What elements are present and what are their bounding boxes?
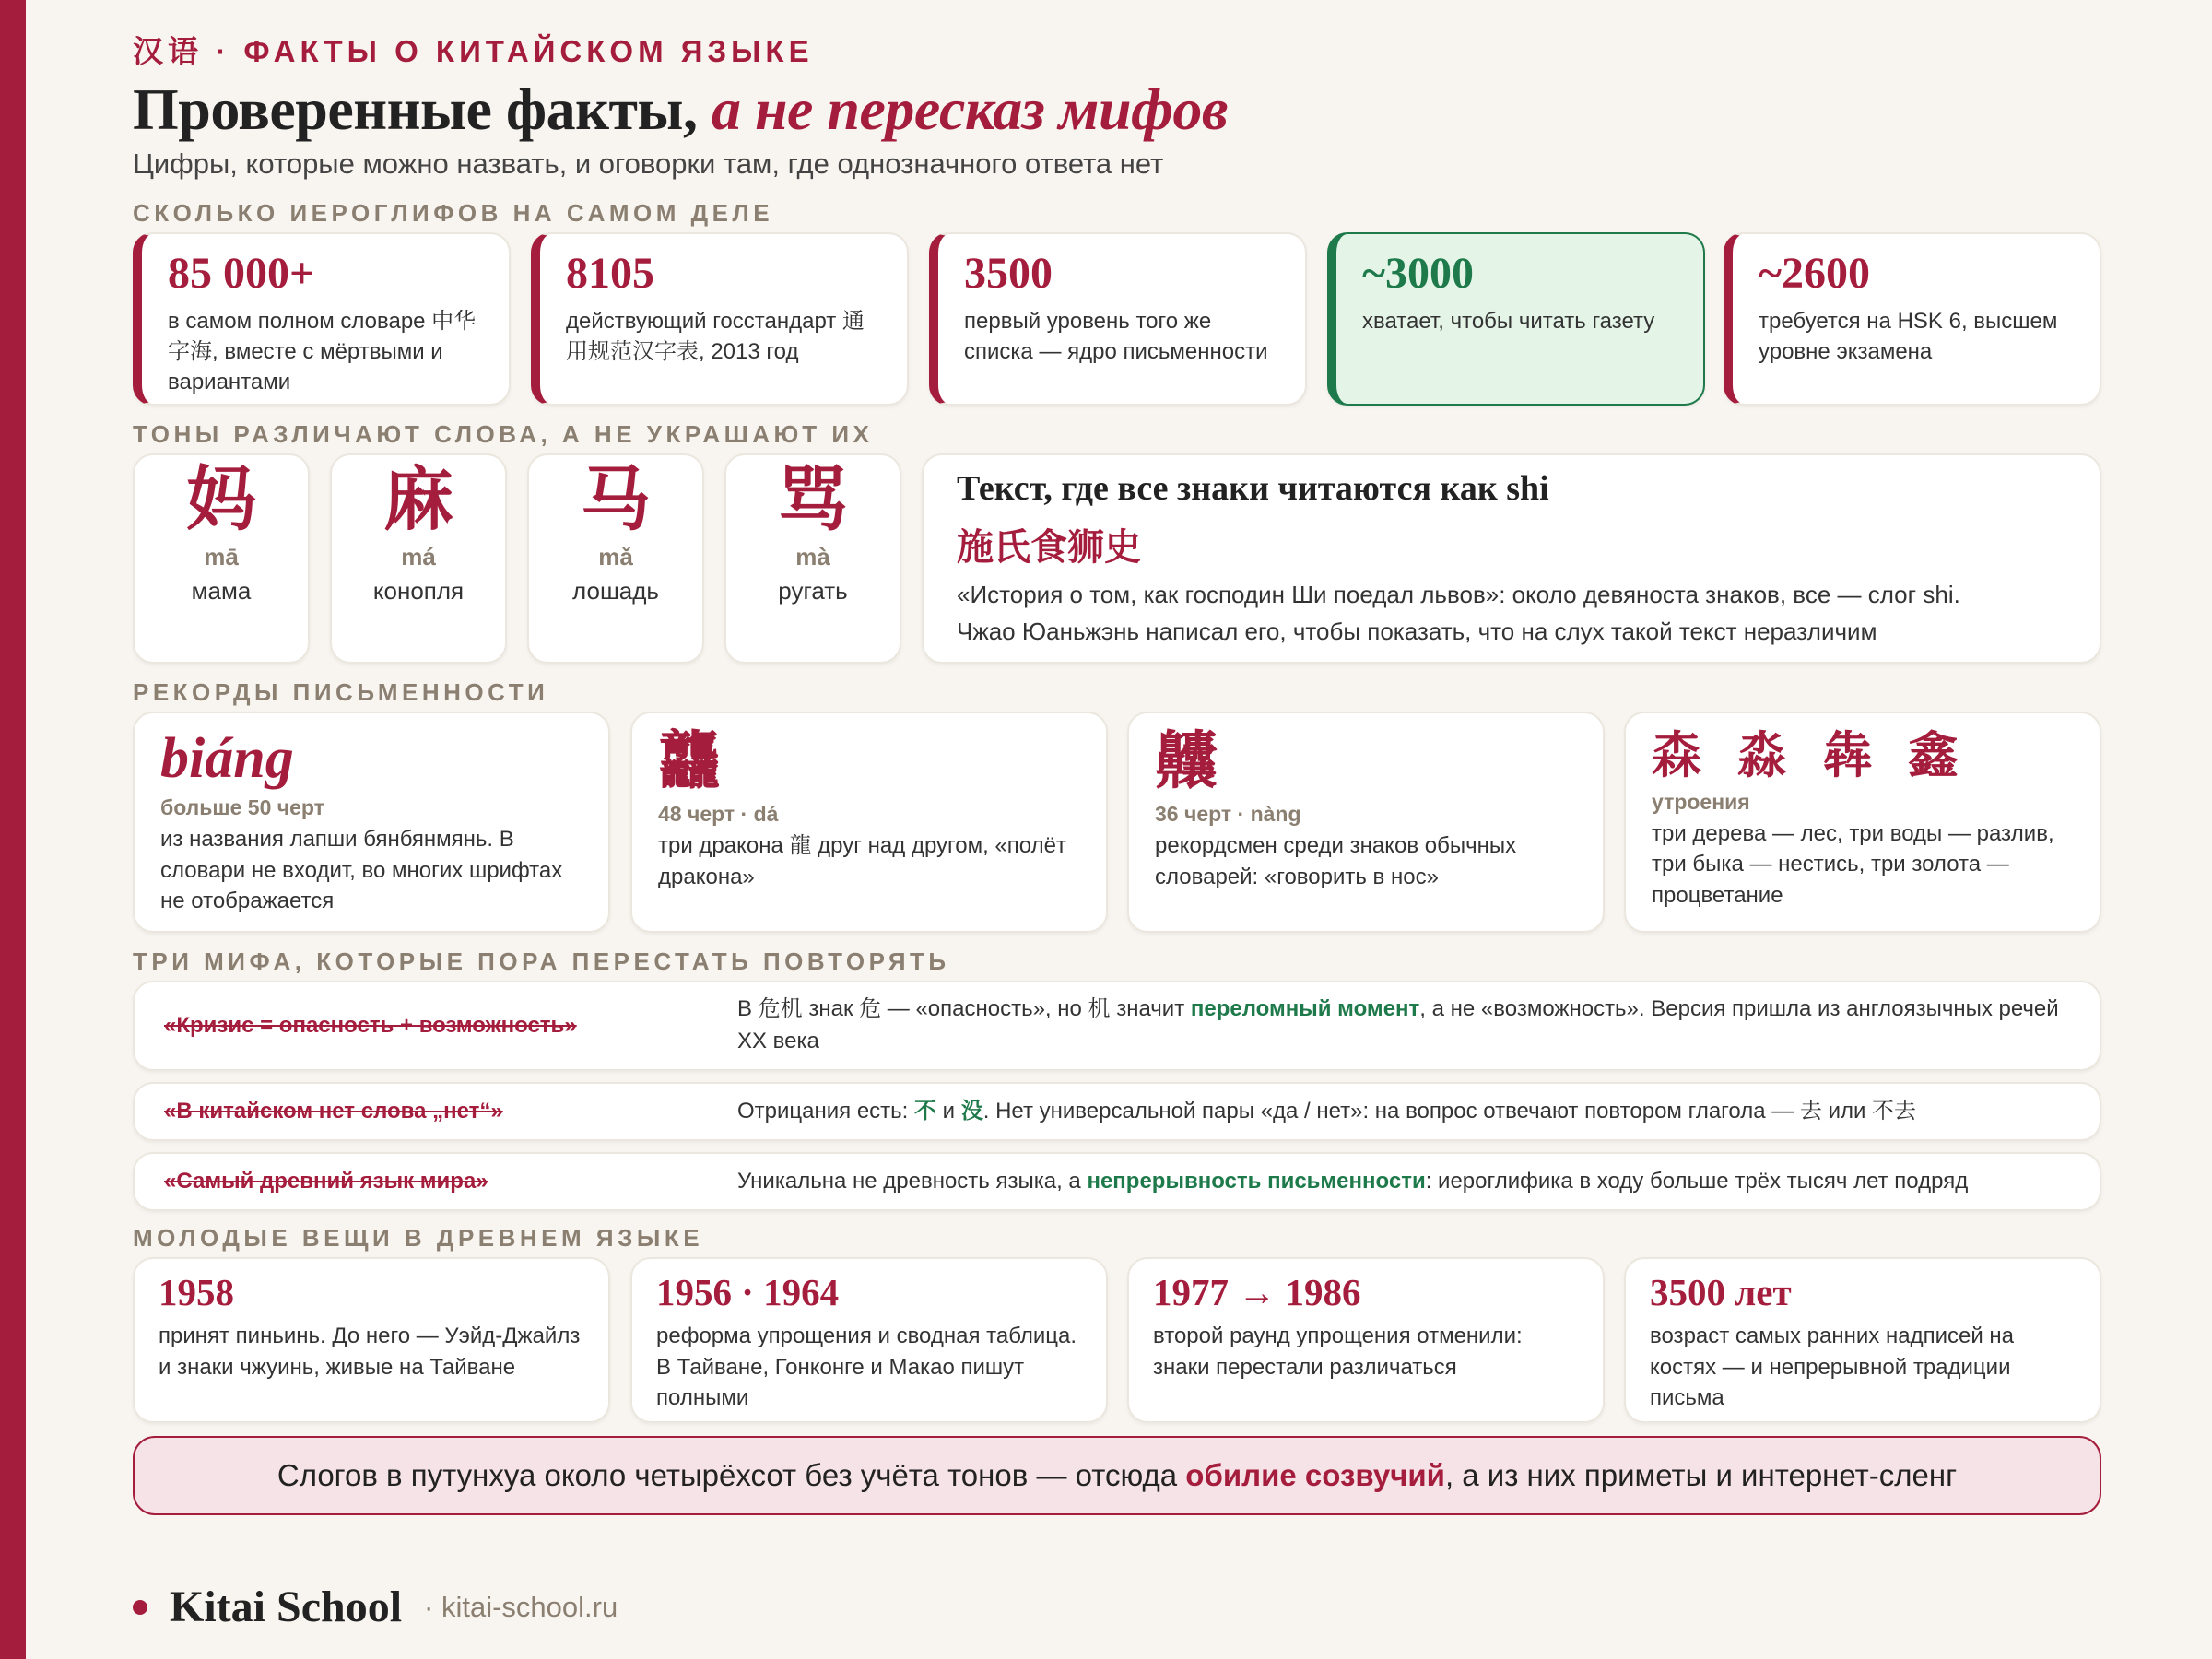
record-card: [1127, 712, 1605, 933]
section-heading-myths: ТРИ МИФА, КОТОРЫЕ ПОРА ПЕРЕСТАТЬ ПОВТОРЯТЬ: [133, 947, 950, 975]
tone-character: 骂: [778, 458, 848, 540]
stat-number: ~2600: [1759, 249, 1870, 298]
tone-pinyin: mà: [795, 543, 830, 571]
tone-card: [527, 453, 704, 664]
stat-number: ~3000: [1362, 249, 1474, 298]
page-title: [133, 76, 1228, 144]
shi-heading: Текст, где все знаки читаются как shi: [957, 469, 1549, 508]
section-heading-count: СКОЛЬКО ИЕРОГЛИФОВ НА САМОМ ДЕЛЕ: [133, 199, 774, 227]
tone-pinyin: mǎ: [598, 543, 633, 571]
tone-card: [330, 453, 507, 664]
year-value: 1977 → 1986: [1153, 1271, 1361, 1313]
section-heading-young: МОЛОДЫЕ ВЕЩИ В ДРЕВНЕМ ЯЗЫКЕ: [133, 1224, 704, 1252]
banner-highlight: обилие созвучий: [1185, 1458, 1445, 1492]
myth-row: [133, 981, 2101, 1071]
stat-description: действующий госстандарт 通用规范汉字表, 2013 год: [566, 308, 865, 364]
year-value: 3500 лет: [1650, 1271, 1792, 1313]
tone-card: [133, 453, 310, 664]
title-main: Проверенные факты,: [133, 76, 712, 142]
myth-rebuttal: Уникальна не древность языка, а непрерывность письменности: иероглифика в ходу больше трёх тысяч лет подряд: [737, 1168, 1969, 1194]
myth-rebuttal: Отрицания есть: 不 и 没. Нет универсальной пары «да / нет»: на вопрос отвечают повтором глагола — 去 или 不去: [737, 1098, 1917, 1124]
record-glyph-da: 龘: [658, 725, 722, 798]
myth-highlight: переломный момент: [1190, 996, 1420, 1022]
year-description: принят пиньинь. До него — Уэйд-Джайлз и знаки чжуинь, живые на Тайване: [159, 1324, 581, 1380]
shi-line-1: «История о том, как господин Ши поедал львов»: около девяноста знаков, все — слог shi.: [957, 581, 1960, 608]
tone-pinyin: mā: [204, 543, 239, 571]
stat-number: 3500: [964, 249, 1053, 298]
record-card: [133, 712, 610, 933]
kicker: 汉语 · ФАКТЫ О КИТАЙСКОМ ЯЗЫКЕ: [133, 34, 814, 68]
record-description: три дракона 龍 друг над другом, «полёт дракона»: [658, 833, 1066, 889]
year-card: [1127, 1257, 1605, 1423]
subtitle: Цифры, которые можно назвать, и оговорки там, где однозначного ответа нет: [133, 147, 1164, 180]
stat-card: [531, 232, 909, 406]
year-card: [133, 1257, 610, 1423]
stat-number: 85 000+: [168, 249, 315, 298]
myth-highlight: 不: [914, 1098, 937, 1124]
record-card: [630, 712, 1108, 933]
year-value: 1958: [159, 1271, 234, 1313]
record-meta: утроения: [1652, 789, 1750, 814]
shi-text-card: [922, 453, 2101, 664]
myth-rebuttal: В 危机 знак 危 — «опасность», но 机 значит переломный момент, а не «возможность». Версия пришла из англоязычных речей XX века: [737, 996, 2059, 1053]
brand-name: Kitai School: [170, 1583, 403, 1631]
stat-description: первый уровень того же списка — ядро письменности: [964, 308, 1268, 364]
stat-description: хватает, чтобы читать газету: [1362, 308, 1655, 334]
stat-number: 8105: [566, 249, 654, 298]
tone-meaning: мама: [191, 577, 252, 606]
record-meta: 36 черт · nàng: [1155, 802, 1301, 827]
record-meta: 48 черт · dá: [658, 802, 779, 827]
year-description: реформа упрощения и сводная таблица. В Тайване, Гонконге и Макао пишут полными: [656, 1324, 1077, 1411]
tone-character: 麻: [383, 458, 453, 540]
side-accent-bar: [0, 0, 26, 1659]
record-description: рекордсмен среди знаков обычных словарей: «говорить в нос»: [1155, 833, 1517, 889]
section-heading-records: РЕКОРДЫ ПИСЬМЕННОСТИ: [133, 678, 549, 706]
tone-card: [724, 453, 901, 664]
stat-description: в самом полном словаре 中华字海, вместе с мёртвыми и вариантами: [168, 308, 477, 394]
stat-card: [133, 232, 511, 406]
myth-statement: «Самый древний язык мира»: [164, 1169, 488, 1194]
year-card: [630, 1257, 1108, 1423]
myth-row: [133, 1152, 2101, 1211]
stat-card: [929, 232, 1307, 406]
tone-meaning: ругать: [778, 577, 848, 606]
stat-card: [1724, 232, 2101, 406]
stat-description: требуется на HSK 6, высшем уровне экзамена: [1759, 308, 2058, 364]
footer: [133, 1582, 618, 1632]
tone-meaning: лошадь: [572, 577, 659, 606]
year-value: 1956 · 1964: [656, 1271, 840, 1313]
shi-line-2: Чжао Юаньжэнь написал его, чтобы показать, что на слух такой текст неразличим: [957, 617, 1877, 645]
year-card: [1624, 1257, 2101, 1423]
record-card: [1624, 712, 2101, 933]
brand-dot-icon: [133, 1600, 147, 1615]
myth-highlight: 没: [960, 1098, 983, 1124]
record-description: из названия лапши бянбянмянь. В словари не входит, во многих шрифтах не отображается: [160, 827, 563, 914]
site-link[interactable]: · kitai-school.ru: [424, 1590, 618, 1623]
tone-pinyin: má: [401, 543, 436, 571]
year-description: возраст самых ранних надписей на костях — и непрерывной традиции письма: [1650, 1324, 2014, 1411]
myth-row: [133, 1082, 2101, 1141]
shi-characters: 施氏食狮史: [957, 526, 1141, 569]
section-heading-tones: ТОНЫ РАЗЛИЧАЮТ СЛОВА, А НЕ УКРАШАЮТ ИХ: [133, 420, 874, 448]
record-glyph-triples: 森 淼 犇 鑫: [1652, 726, 1968, 784]
myth-statement: «В китайском нет слова „нет“»: [164, 1099, 503, 1124]
record-meta: больше 50 черт: [160, 795, 324, 820]
myth-statement: «Кризис = опасность + возможность»: [164, 1013, 577, 1038]
summary-banner: [133, 1436, 2101, 1515]
myth-highlight: непрерывность письменности: [1087, 1168, 1426, 1194]
record-glyph-nang: 齉: [1155, 725, 1218, 798]
record-description: три дерева — лес, три воды — разлив, три быка — нестись, три золота — процветание: [1652, 820, 2054, 908]
title-accent: а не пересказ мифов: [711, 76, 1228, 142]
banner-text: Слогов в путунхуа около четырёхсот без учёта тонов — отсюда обилие созвучий, а из них приметы и интернет-сленг: [276, 1458, 1958, 1492]
tone-character: 妈: [186, 458, 256, 540]
year-description: второй раунд упрощения отменили: знаки перестали различаться: [1153, 1324, 1523, 1380]
stat-card-highlighted: [1327, 232, 1705, 406]
record-biang: biáng: [160, 727, 294, 790]
tone-character: 马: [581, 458, 651, 540]
tone-meaning: конопля: [372, 577, 465, 606]
